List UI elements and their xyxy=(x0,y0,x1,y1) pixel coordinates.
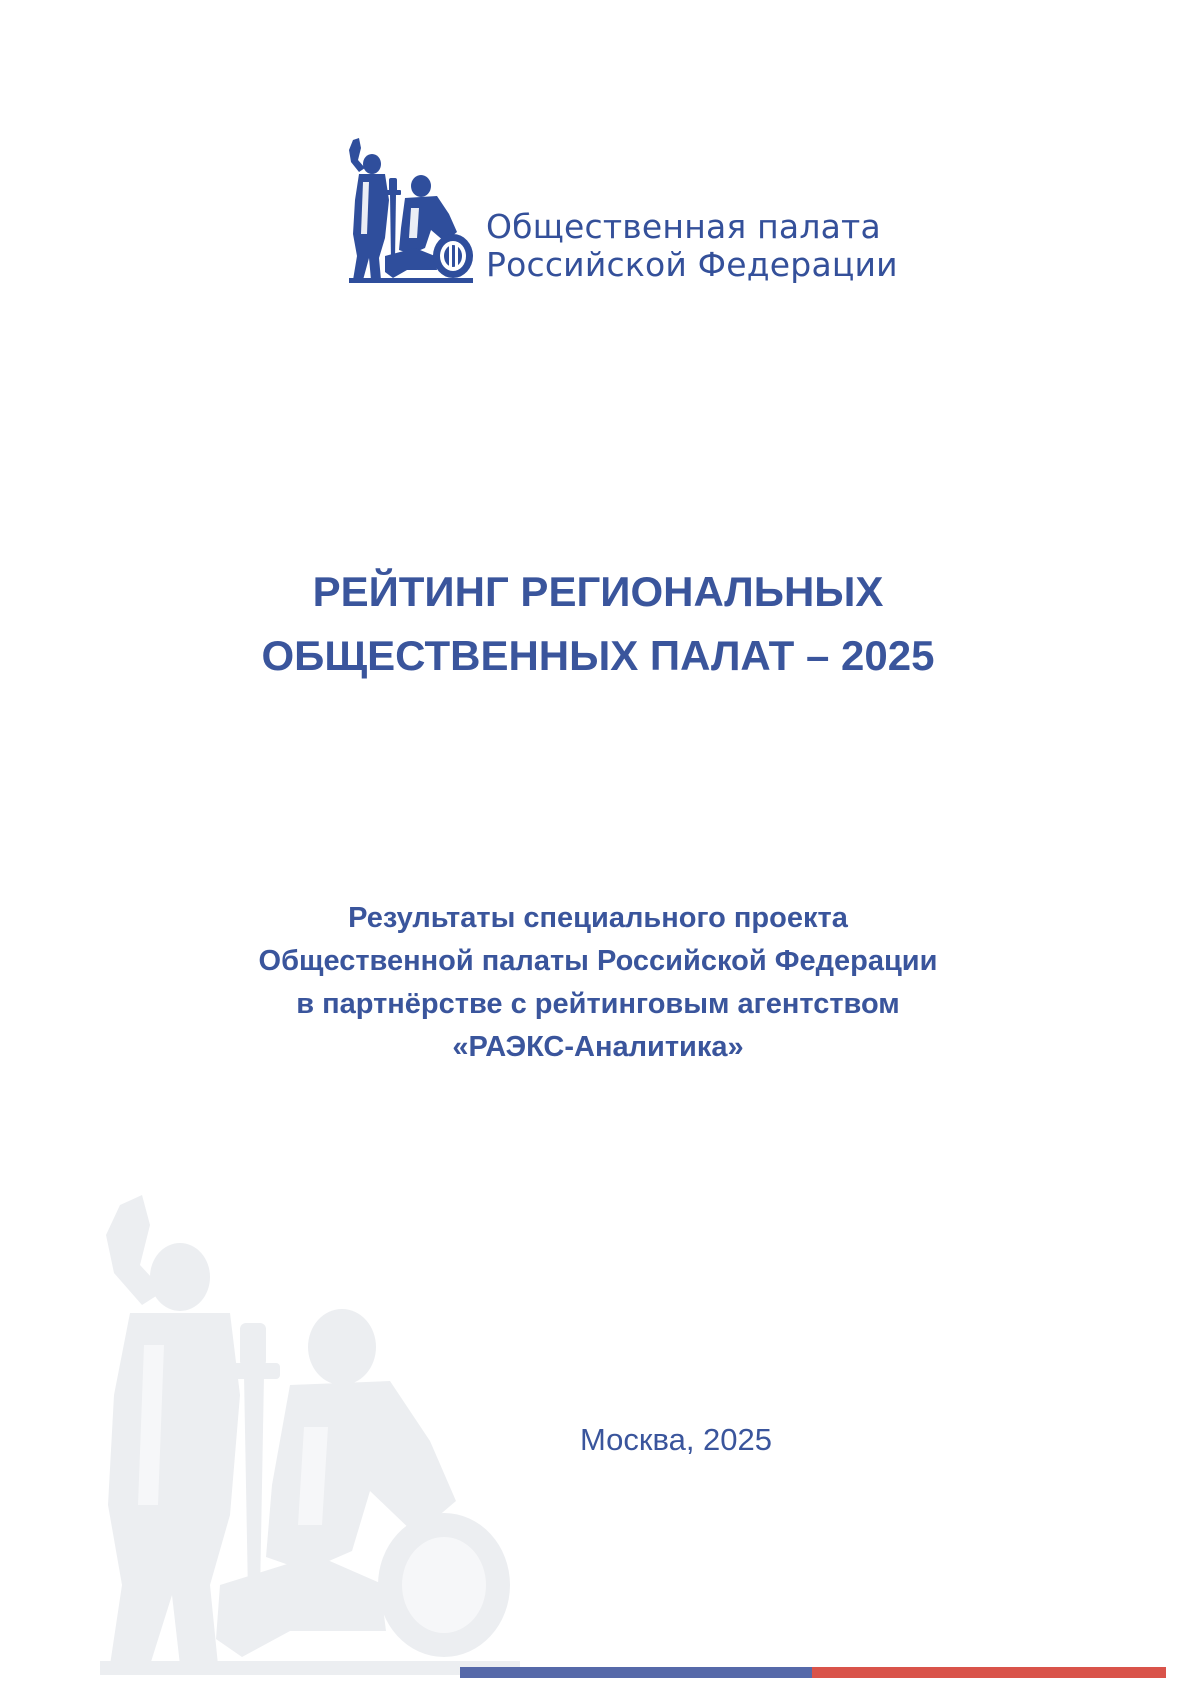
header-logo xyxy=(345,138,905,288)
bottom-bar-red-segment xyxy=(812,1667,1166,1678)
report-subtitle-line4: «РАЭКС-Аналитика» xyxy=(452,1031,744,1063)
report-title-line1: РЕЙТИНГ РЕГИОНАЛЬНЫХ xyxy=(312,568,884,615)
report-subtitle-line1: Результаты специального проекта xyxy=(348,902,848,934)
report-title-line2: ОБЩЕСТВЕННЫХ ПАЛАТ – 2025 xyxy=(261,632,935,679)
report-subtitle-line3: в партнёрстве с рейтинговым агентством xyxy=(296,988,900,1020)
report-title xyxy=(0,560,1196,688)
organization-name xyxy=(486,208,898,284)
organization-name-line2: Российской Федерации xyxy=(486,245,898,284)
bottom-color-bar xyxy=(460,1667,1166,1678)
report-subtitle xyxy=(0,897,1196,1069)
bottom-bar-blue-segment xyxy=(460,1667,812,1678)
place-date: Москва, 2025 xyxy=(579,1422,773,1457)
monument-emblem-icon xyxy=(345,138,475,284)
report-subtitle-line2: Общественной палаты Российской Федерации xyxy=(258,945,938,977)
organization-name-line1: Общественная палата xyxy=(486,207,881,246)
